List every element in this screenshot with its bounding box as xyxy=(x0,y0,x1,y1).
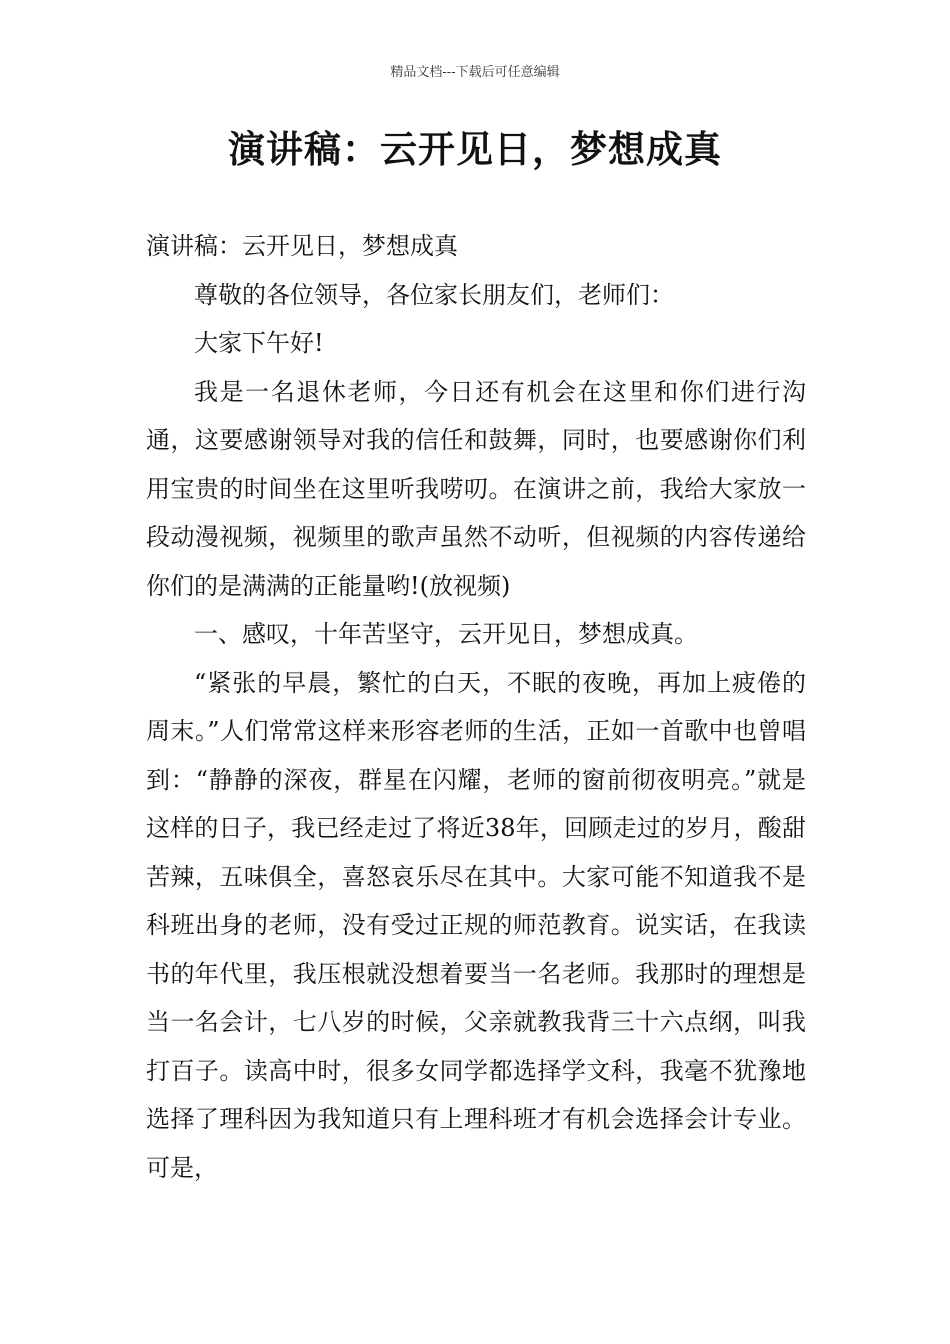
intro-paragraph: 我是一名退休老师，今日还有机会在这里和你们进行沟通，这要感谢领导对我的信任和鼓舞，同时，也要感谢你们利用宝贵的时间坐在这里听我唠叨。在演讲之前，我给大家放一段动漫视频，视频里的歌声虽然不动听，但视频的内容传递给你们的是满满的正能量哟!(放视频) xyxy=(146,377,806,600)
section-heading-paragraph: 一、感叹，十年苦坚守，云开见日，梦想成真。 xyxy=(194,620,698,648)
subtitle-paragraph: 演讲稿：云开见日，梦想成真 xyxy=(146,232,458,260)
document-body xyxy=(146,222,806,1192)
greeting-paragraph: 大家下午好! xyxy=(194,329,324,357)
header-note: 精品文档---下载后可任意编辑 xyxy=(390,65,560,80)
salutation-paragraph: 尊敬的各位领导，各位家长朋友们，老师们： xyxy=(194,280,674,309)
story-paragraph: “紧张的早晨，繁忙的白天，不眠的夜晚，再加上疲倦的周末。”人们常常这样来形容老师的生活，正如一首歌中也曾唱到：“静静的深夜，群星在闪耀，老师的窗前彻夜明亮。”就是这样的日子，我已经走过了将近38年，回顾走过的岁月，酸甜苦辣，五味俱全，喜怒哀乐尽在其中。大家可能不知道我不是科班出身的老师，没有受过正规的师范教育。说实话，在我读书的年代里，我压根就没想着要当一名老师。我那时的理想是当一名会计，七八岁的时候，父亲就教我背三十六点纲，叫我打百子。读高中时，很多女同学都选择学文科，我毫不犹豫地选择了理科因为我知道只有上理科班才有机会选择会计专业。可是， xyxy=(146,668,806,1182)
document-title: 演讲稿：云开见日，梦想成真 xyxy=(228,128,722,171)
